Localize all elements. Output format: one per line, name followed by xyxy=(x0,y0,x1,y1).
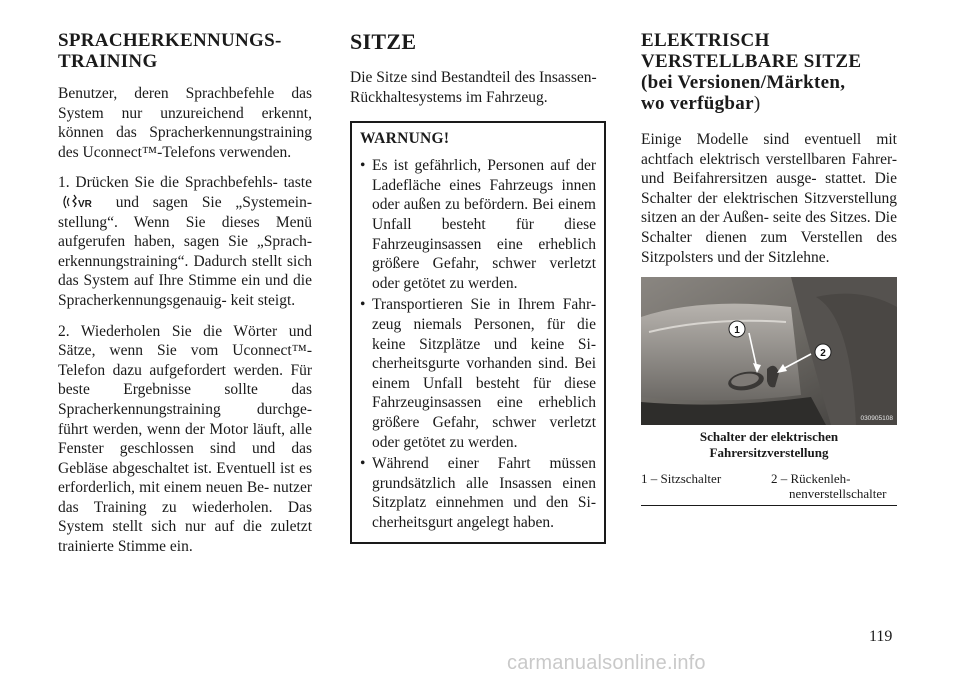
column-power-seats xyxy=(641,30,897,506)
bullet-icon: • xyxy=(360,296,366,314)
column-seats xyxy=(350,30,606,544)
legend-item-2 xyxy=(771,471,897,501)
paragraph-intro: Benutzer, deren Sprachbefehle das System nur unzureichend erkennt, können das Spracherkennungstraining des Uconnect™-Telefons verwenden. xyxy=(58,85,312,161)
warning-text: Es ist gefährlich, Personen auf der Ladefläche eines Fahrzeugs innen oder außen zu befördern. Bei einem Unfall besteht für diese Fahrzeuginsassen eine erheblich größere Gefahr, schwer verletzt oder getötet zu werden. xyxy=(372,157,596,292)
callout-2: 2 xyxy=(820,348,826,360)
title-line-4: wo verfügbar xyxy=(641,93,754,114)
warning-text: Während einer Fahrt müssen grundsätzlich alle Insassen einen Sitzplatz einnehmen und den Si- cherheitsgurt angelegt haben. xyxy=(372,455,596,531)
legend-item-1: 1 – Sitzschalter xyxy=(641,471,722,487)
warning-title: WARNUNG! xyxy=(360,130,450,148)
warning-item xyxy=(360,156,596,293)
paragraph-power-seats: Einige Modelle sind eventuell mit achtfach elektrisch verstellbaren Fahrer- und Beifahrersitzen ausge- stattet. Die Schalter der elektrischen Sitzverstellung sitzen an der Außen- seite des Sitzes. Die Schalter dienen zum Verstellen des Sitzpolsters und der Sitzlehne. xyxy=(641,131,897,266)
warning-list xyxy=(360,156,596,532)
figure-code: 030905108 xyxy=(860,415,893,423)
warning-box xyxy=(350,121,606,544)
page-number: 119 xyxy=(869,628,893,645)
vr-icon-label: VR xyxy=(78,198,92,210)
title-line-1: ELEKTRISCH xyxy=(641,30,770,51)
watermark: carmanualsonline.info xyxy=(507,652,706,674)
figure-caption xyxy=(641,429,897,461)
seat-switch-photo xyxy=(641,277,897,425)
section-title-power-seats xyxy=(641,30,897,114)
callout-1: 1 xyxy=(734,325,740,337)
warning-text: Transportieren Sie in Ihrem Fahr- zeug niemals Personen, für die keine Sitzplätze und keine Si- cherheitsgurte vorhanden sind. Bei einem Unfall besteht für diese Fahrzeuginsassen eine erheblich größere Gefahr, schwer verletzt oder getötet zu werden. xyxy=(372,296,596,451)
step-1-text-after: und sagen Sie „Systemein- stellung“. Wenn Sie dieses Menü aufgerufen haben, sagen Sie „Sprach- erkennungstraining“. Dadurch stellt sich das System auf Ihre Stimme ein und die Spracherkennungsgenauig- keit steigt. xyxy=(58,193,312,309)
bullet-icon: • xyxy=(360,455,366,473)
figure-legend xyxy=(641,471,897,506)
legend-2-line-2: nenverstellschalter xyxy=(789,486,887,502)
paragraph-step-1 xyxy=(58,173,312,310)
paragraph-seats-intro: Die Sitze sind Bestandteil des Insassen- Rückhaltesystems im Fahrzeug. xyxy=(350,69,597,106)
bullet-icon: • xyxy=(360,157,366,175)
warning-item xyxy=(360,295,596,452)
seat-illustration xyxy=(641,277,897,425)
column-voice-training xyxy=(58,30,312,568)
caption-line-1: Schalter der elektrischen xyxy=(699,429,839,445)
title-line-3: (bei Versionen/Märkten, xyxy=(641,72,846,93)
legend-2-line-1: 2 – Rückenleh- xyxy=(771,471,851,487)
section-title-seats: SITZE xyxy=(350,29,417,54)
section-title-voice-training: SPRACHERKENNUNGS- TRAINING xyxy=(58,30,282,72)
step-1-text-before: 1. Drücken Sie die Sprachbefehls- taste xyxy=(58,174,312,192)
caption-line-2: Fahrersitzverstellung xyxy=(709,445,829,461)
paragraph-step-2: 2. Wiederholen Sie die Wörter und Sätze, wenn Sie vom Uconnect™- Telefon dazu aufgefordert werden. Für beste Ergebnisse sollte das Spracherkennungstraining durchge- führt werden, wenn der Motor läuft, alle Fenster geschlossen sind und das Gebläse abgeschaltet ist. Eventuell ist es erforderlich, mit einem neuen Be- nutzer das Training zu wiederholen. Das System stellt sich nur auf die zuletzt trainierte Stimme ein. xyxy=(58,322,312,556)
voice-command-icon xyxy=(60,194,100,210)
warning-item xyxy=(360,454,596,532)
title-close-paren: ) xyxy=(753,93,761,114)
title-line-2: VERSTELLBARE SITZE xyxy=(641,51,862,72)
